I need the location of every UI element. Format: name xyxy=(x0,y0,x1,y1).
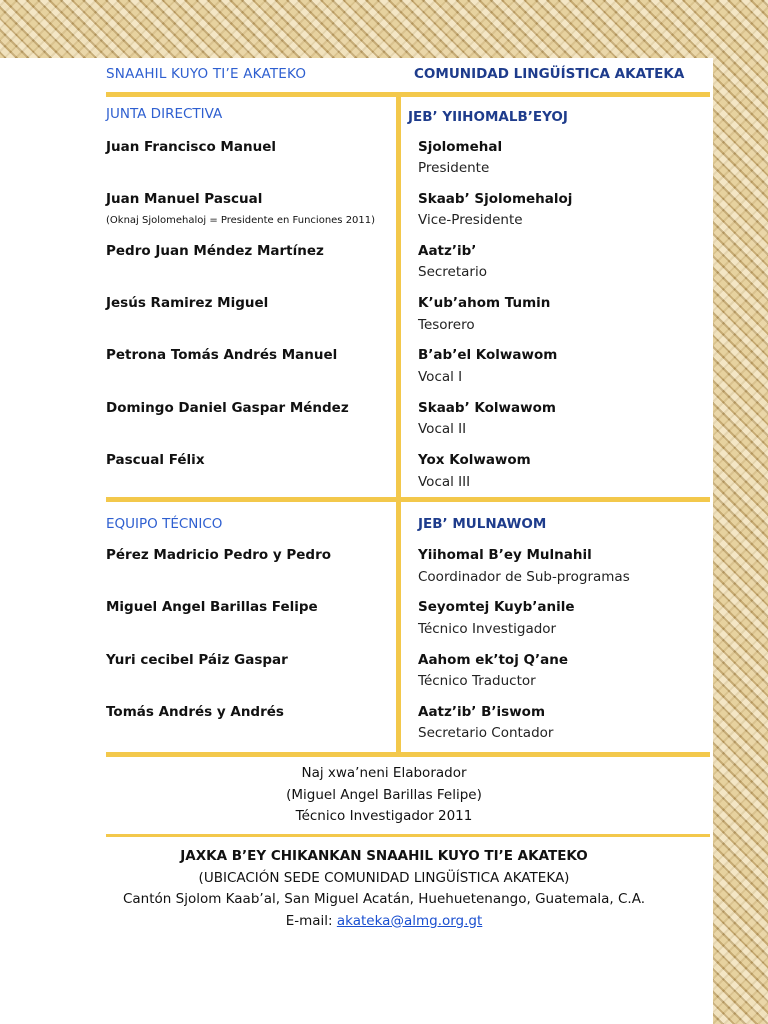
role-title: Seyomtej Kuyb’anile xyxy=(418,599,575,615)
elaborador-name: (Miguel Angel Barillas Felipe) xyxy=(286,786,482,803)
ubicacion-block xyxy=(106,846,662,932)
elaborador-block xyxy=(106,763,662,828)
member-name: Miguel Angel Barillas Felipe xyxy=(106,599,318,615)
section-divider xyxy=(106,497,710,502)
ubicacion-subtitle: (UBICACIÓN SEDE COMUNIDAD LINGÜÍSTICA AKATEKA) xyxy=(198,869,570,886)
member-name: Jesús Ramirez Miguel xyxy=(106,295,269,311)
equipo-tecnico-heading: EQUIPO TÉCNICO xyxy=(106,516,223,532)
email-link[interactable]: akateka@almg.org.gt xyxy=(336,912,483,929)
member-name: Juan Francisco Manuel xyxy=(106,139,276,155)
member-name: Pedro Juan Méndez Martínez xyxy=(106,243,324,259)
role-name: Presidente xyxy=(418,160,490,176)
role-title: Yiihomal B’ey Mulnahil xyxy=(418,547,592,563)
email-label: E-mail: xyxy=(285,912,337,929)
header-left-title: SNAAHIL KUYO TI’E AKATEKO xyxy=(106,66,307,82)
role-title: Yox Kolwawom xyxy=(418,452,531,468)
junta-directiva-heading: JUNTA DIRECTIVA xyxy=(106,106,223,122)
member-name: Tomás Andrés y Andrés xyxy=(106,704,284,720)
role-name: Vocal I xyxy=(418,369,463,385)
role-name: Secretario xyxy=(418,264,487,280)
role-title: Aatz’ib’ xyxy=(418,243,477,259)
header-right-title: COMUNIDAD LINGÜÍSTICA AKATEKA xyxy=(414,66,685,82)
role-title: Aahom ek’toj Q’ane xyxy=(418,652,569,668)
role-name: Vocal II xyxy=(418,421,467,437)
table-bottom-divider xyxy=(106,752,710,757)
role-title: Skaab’ Kolwawom xyxy=(418,400,556,416)
column-divider xyxy=(396,97,401,752)
role-name: Técnico Investigador xyxy=(418,621,557,637)
email-line xyxy=(106,911,662,933)
role-title: K’ub’ahom Tumin xyxy=(418,295,551,311)
ubicacion-address: Cantón Sjolom Kaab’al, San Miguel Acatán, Huehuetenango, Guatemala, C.A. xyxy=(122,891,646,907)
role-title: Aatz’ib’ B’iswom xyxy=(418,704,546,720)
role-title: B’ab’el Kolwawom xyxy=(418,347,558,363)
elaborador-role: Técnico Investigador 2011 xyxy=(295,808,473,824)
ubicacion-title: JAXKA B’EY CHIKANKAN SNAAHIL KUYO TI’E AKATEKO xyxy=(180,848,588,864)
member-name: Pérez Madricio Pedro y Pedro xyxy=(106,547,332,563)
elaborador-title: Naj xwa’neni Elaborador xyxy=(301,765,467,781)
member-note: (Oknaj Sjolomehaloj = Presidente en Funciones 2011) xyxy=(106,215,376,226)
role-name: Vice-Presidente xyxy=(418,212,523,228)
member-name: Domingo Daniel Gaspar Méndez xyxy=(106,400,349,416)
footer-divider xyxy=(106,834,710,837)
role-name: Coordinador de Sub-programas xyxy=(418,569,630,585)
role-name: Secretario Contador xyxy=(418,725,554,741)
jeb-yiihomalbeyoj-heading: JEB’ YIIHOMALB’EYOJ xyxy=(408,109,568,125)
member-name: Juan Manuel Pascual xyxy=(106,191,263,207)
header-divider xyxy=(106,92,710,97)
jeb-mulnawom-heading: JEB’ MULNAWOM xyxy=(418,516,547,532)
member-name: Petrona Tomás Andrés Manuel xyxy=(106,347,338,363)
role-name: Vocal III xyxy=(418,474,471,490)
role-name: Técnico Traductor xyxy=(418,673,536,689)
member-name: Yuri cecibel Páiz Gaspar xyxy=(106,652,288,668)
member-name: Pascual Félix xyxy=(106,452,205,468)
role-title: Sjolomehal xyxy=(418,139,503,155)
role-name: Tesorero xyxy=(418,317,475,333)
role-title: Skaab’ Sjolomehaloj xyxy=(418,191,573,207)
